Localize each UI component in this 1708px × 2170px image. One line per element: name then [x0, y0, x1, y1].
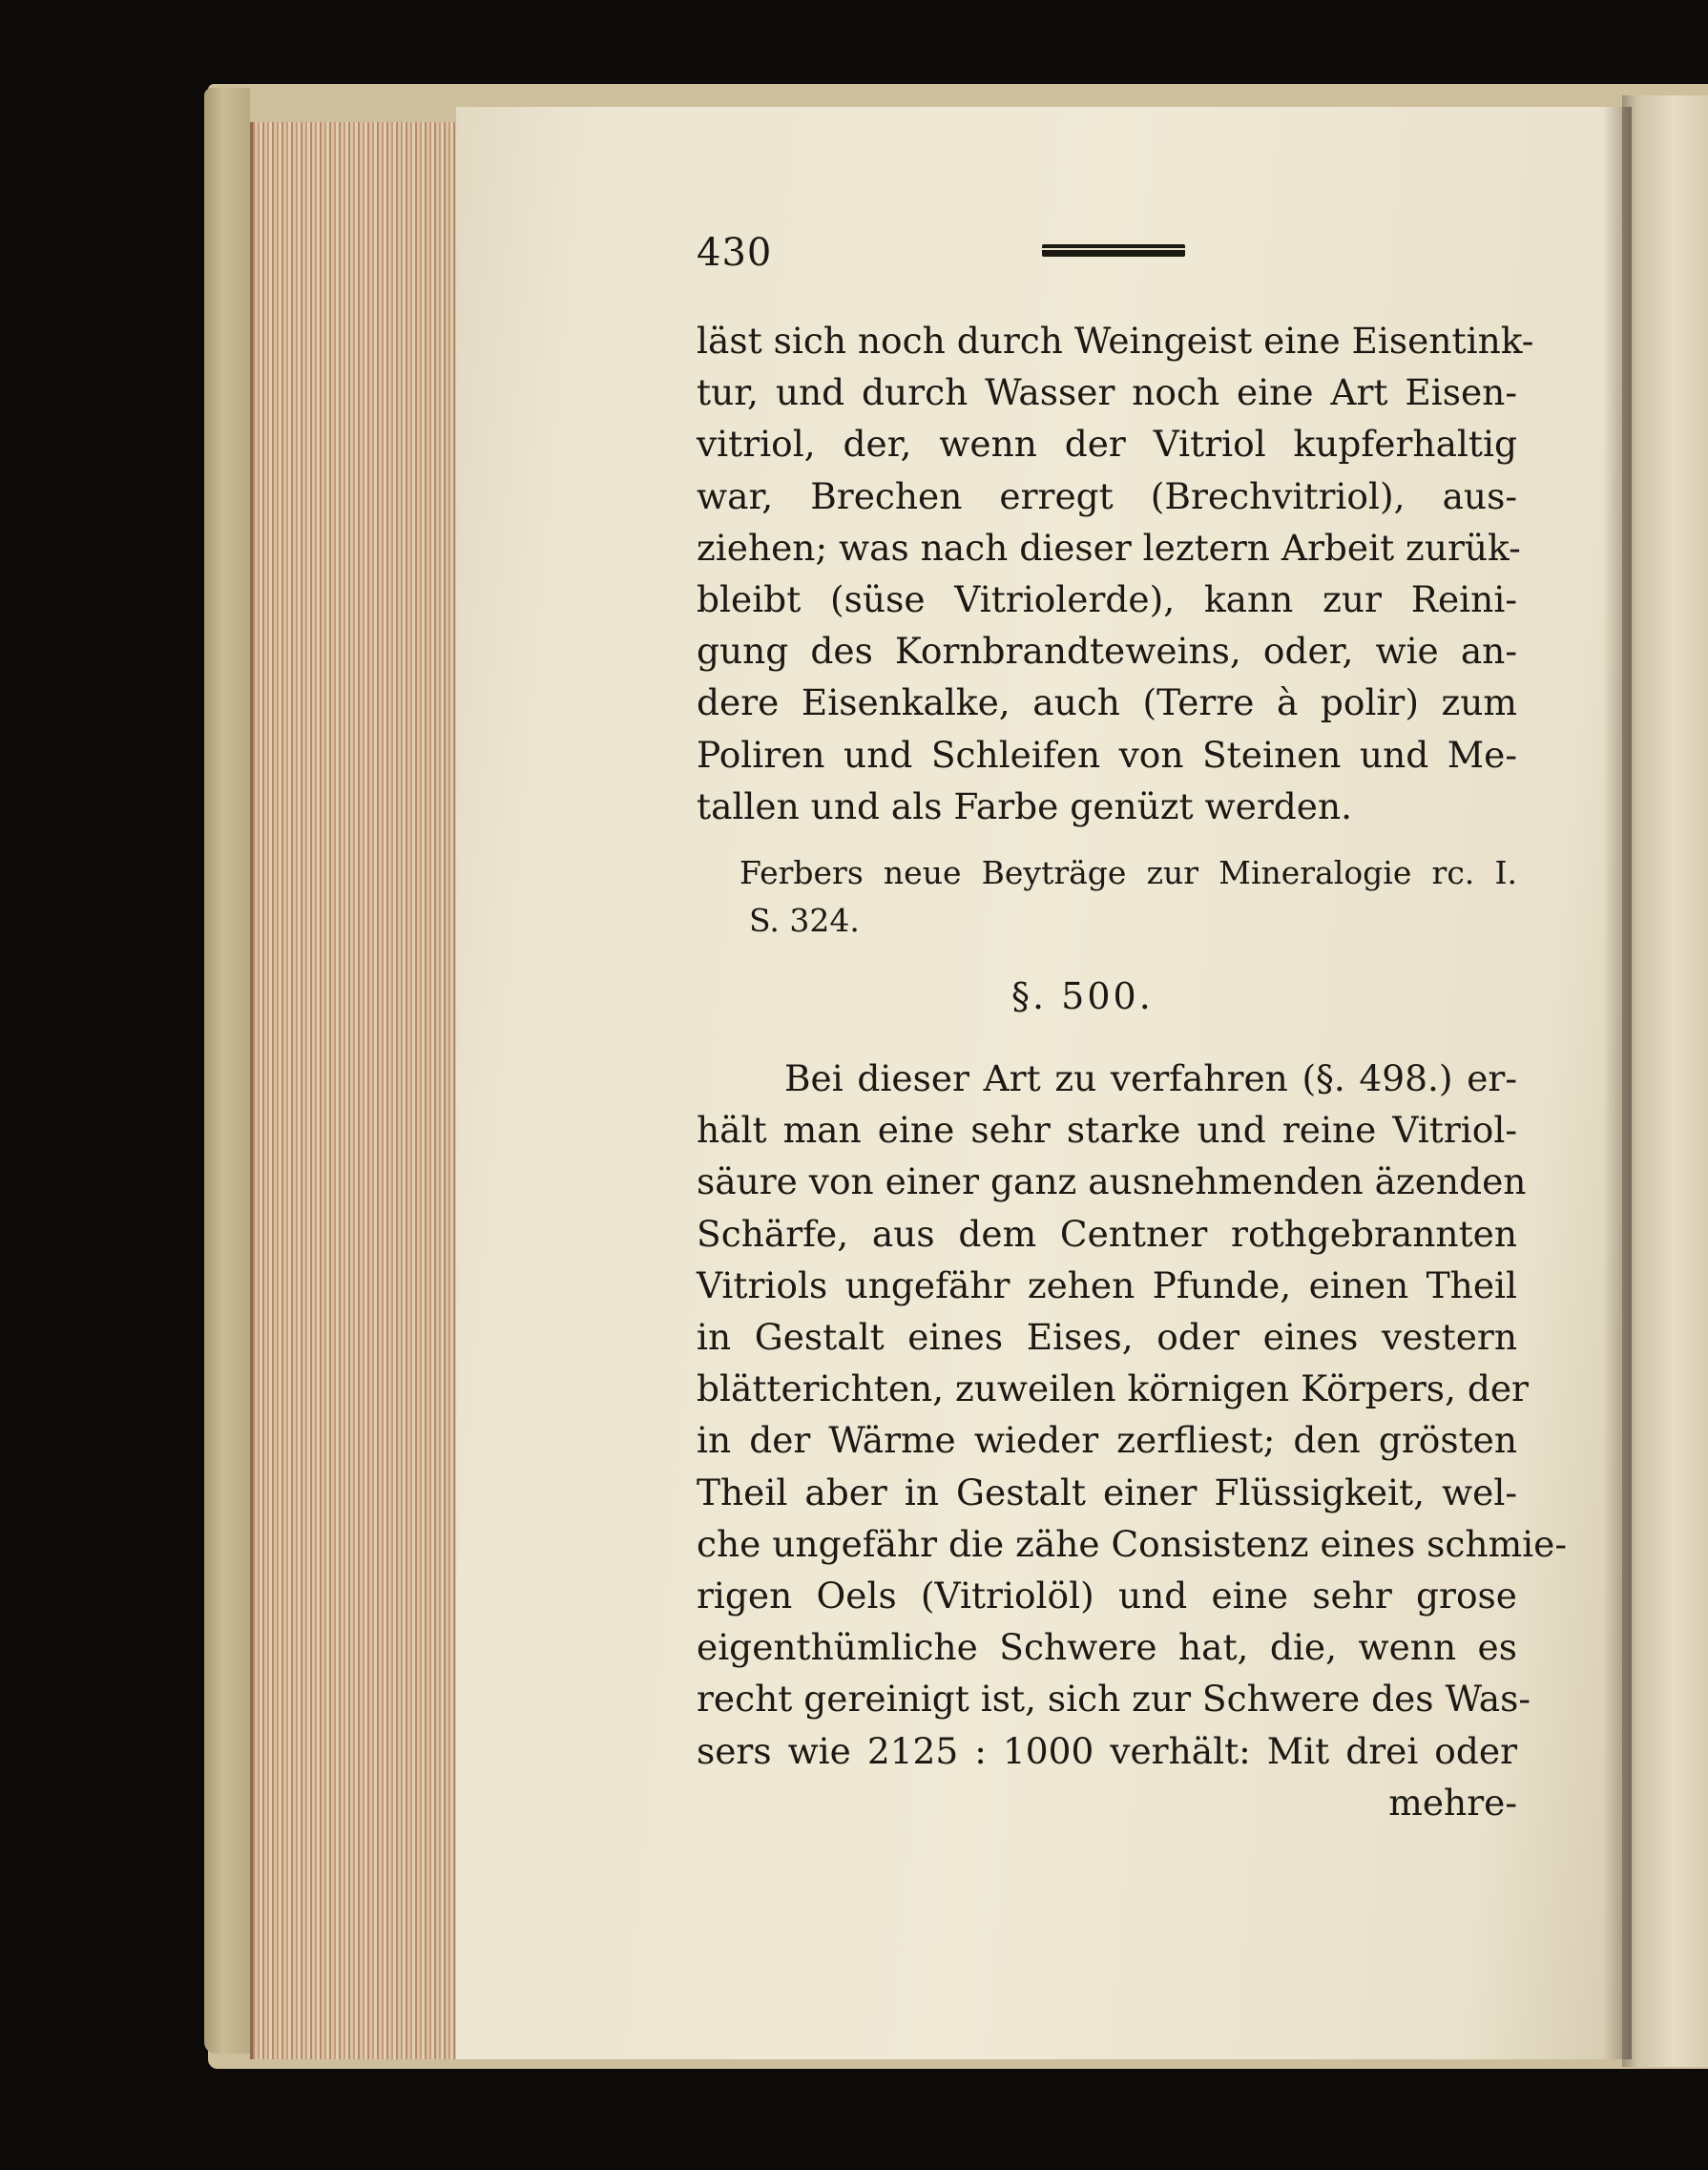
- text-line: blätterichten, zuweilen körnigen Körpers, der: [697, 1367, 1529, 1410]
- text-line: hält man eine sehr starke und reine Vitriol-: [697, 1109, 1517, 1152]
- text-line: Vitriols ungefähr zehen Pfunde, einen Theil: [697, 1263, 1517, 1306]
- reference-line: Ferbers neue Beyträge zur Mineralogie rc. I.: [739, 854, 1517, 891]
- cover-edge: [204, 88, 250, 2054]
- text-line: vitriol, der, wenn der Vitriol kupferhaltig: [697, 423, 1517, 466]
- catchword: mehre-: [1388, 1781, 1517, 1824]
- text-line: dere Eisenkalke, auch (Terre à polir) zum: [697, 681, 1517, 724]
- text-line: rigen Oels (Vitriolöl) und eine sehr grose: [697, 1575, 1517, 1617]
- text-line: ziehen; was nach dieser leztern Arbeit zurük-: [697, 526, 1521, 569]
- text-line: Schärfe, aus dem Centner rothgebrannten: [697, 1212, 1517, 1255]
- text-line: Poliren und Schleifen von Steinen und Me-: [697, 733, 1517, 776]
- text-line: läst sich noch durch Weingeist eine Eisentink-: [697, 320, 1534, 362]
- text-line: bleibt (süse Vitriolerde), kann zur Reini-: [697, 578, 1517, 621]
- page-edges: [250, 122, 463, 2059]
- text-line: Theil aber in Gestalt einer Flüssigkeit, wel-: [697, 1471, 1517, 1513]
- text-line: Bei dieser Art zu verfahren (§. 498.) er-: [784, 1057, 1517, 1099]
- text-line: eigenthümliche Schwere hat, die, wenn es: [697, 1626, 1517, 1669]
- text-line: tur, und durch Wasser noch eine Art Eisen-: [697, 371, 1517, 414]
- text-line: in Gestalt eines Eises, oder eines vestern: [697, 1316, 1517, 1359]
- running-header: [697, 227, 1517, 284]
- text-line: sers wie 2125 : 1000 verhält: Mit drei oder: [697, 1729, 1517, 1772]
- text-line: che ungefähr die zähe Consistenz eines schmie-: [697, 1522, 1567, 1565]
- page-gutter: [1603, 107, 1632, 2059]
- text-line: säure von einer ganz ausnehmenden äzenden: [697, 1160, 1527, 1203]
- text-line: war, Brechen erregt (Brechvitriol), aus-: [697, 474, 1517, 517]
- page-number: 430: [697, 231, 773, 275]
- section-heading: §. 500.: [1011, 975, 1154, 1017]
- text-line: in der Wärme wieder zerfliest; den grösten: [697, 1419, 1517, 1462]
- reference-note: [739, 849, 1517, 945]
- section-paragraph: [697, 1053, 1567, 1828]
- reference-line: S. 324.: [749, 902, 860, 939]
- facing-page: [1622, 95, 1708, 2067]
- header-rule: [1042, 244, 1185, 257]
- text-line: gung des Kornbrandteweins, oder, wie an-: [697, 630, 1517, 673]
- text-line: tallen und als Farbe genüzt werden.: [697, 784, 1353, 827]
- paragraph-continued: [697, 315, 1534, 832]
- text-line: recht gereinigt ist, sich zur Schwere des Was-: [697, 1678, 1531, 1721]
